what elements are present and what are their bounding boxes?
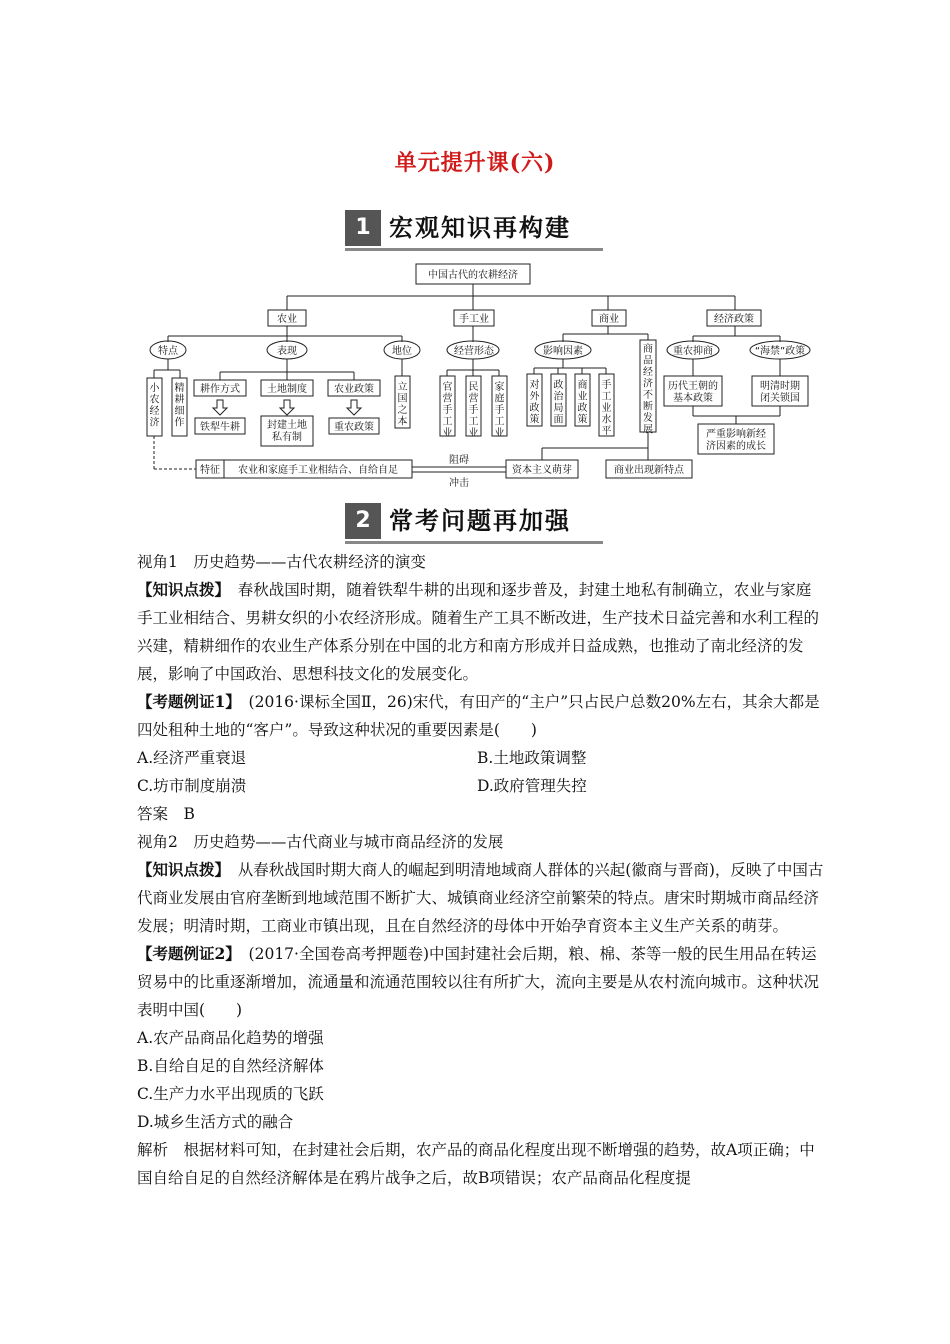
page-title: 单元提升课(六) bbox=[394, 150, 556, 176]
node-status: 地位 bbox=[392, 346, 412, 357]
view2-heading: 视角2 历史趋势——古代商业与城市商品经济的发展 bbox=[137, 833, 504, 851]
node-foreign-policy: 对外政策 bbox=[529, 380, 540, 426]
knowledge-diagram bbox=[140, 262, 820, 494]
question-text: (2017·全国卷高考押题卷)中国封建社会后期，粮、棉、茶等一般的民生用品在转运贸易中的比重逐渐增加，流通量和流通范围较以往有所扩大，流向主要是从农村流向城市。这种状况表明中国( ) bbox=[137, 945, 820, 1019]
knowledge-text: 从春秋战国时期大商人的崛起到明清地域商人群体的兴起(徽商与晋商)，反映了中国古代商业发展由官府垄断到地域范围不断扩大、城镇商业经济空前繁荣的特点。唐宋时期城市商品经济发展；明清时期，工商业市镇出现，且在自然经济的母体中开始孕育资本主义生产关系的萌芽。 bbox=[137, 861, 824, 935]
node-trait: 特征 bbox=[200, 465, 220, 476]
question-tag: 【考题例证2】 bbox=[137, 944, 234, 963]
question-text: (2016·课标全国Ⅱ，26)宋代，有田产的“主户”只占民户总数20%左右，其余大都是四处租种土地的“客户”。导致这种状况的重要因素是( ) bbox=[137, 693, 820, 739]
node-farming-method: 耕作方式 bbox=[200, 384, 240, 395]
node-basic-policy: 历代王朝的基本政策 bbox=[668, 381, 718, 404]
q2-explanation: 解析 根据材料可知，在封建社会后期，农产品的商品化程度出现不断增强的趋势，故A项正确；中国自给自足的自然经济解体是在鸦片战争之后，故B项错误；农产品商品化程度提 bbox=[137, 1141, 815, 1187]
option-d: D.政府管理失控 bbox=[477, 777, 587, 795]
question-tag: 【考题例证1】 bbox=[137, 692, 234, 711]
option-a: A.农产品商品化趋势的增强 bbox=[137, 1029, 324, 1047]
node-agri-priority: 重农政策 bbox=[334, 422, 374, 433]
knowledge-tag: 【知识点拨】 bbox=[137, 860, 223, 879]
node-operation-form: 经营形态 bbox=[454, 346, 494, 357]
q1-options-row-2 bbox=[137, 772, 825, 800]
node-commerce: 商业 bbox=[599, 314, 619, 325]
option-b: B.自给自足的自然经济解体 bbox=[137, 1057, 324, 1075]
section-banner-2 bbox=[345, 503, 603, 539]
knowledge-text: 春秋战国时期，随着铁犁牛耕的出现和逐步普及，封建土地私有制确立，农业与家庭手工业相结合、男耕女织的小农经济形成。随着生产工具不断改进，生产技术日益完善和水利工程的兴建，精耕细作的农业生产体系分别在中国的北方和南方形成并日益成熟，也推动了南北经济的发展，影响了中国政治、思想科技文化的发展变化。 bbox=[137, 581, 820, 683]
section-label: 宏观知识再构建 bbox=[389, 213, 571, 242]
section-banner-1 bbox=[345, 210, 603, 246]
node-features: 特点 bbox=[158, 346, 178, 357]
node-private-craft: 民营手工业 bbox=[468, 382, 479, 439]
node-sea-ban: “海禁”政策 bbox=[754, 346, 806, 357]
q1-options-row-1 bbox=[137, 744, 825, 772]
diagram-root: 中国古代的农耕经济 bbox=[428, 270, 518, 281]
node-capitalism-sprout: 资本主义萌芽 bbox=[512, 465, 572, 476]
option-c: C.生产力水平出现质的飞跃 bbox=[137, 1085, 324, 1103]
knowledge-tag: 【知识点拨】 bbox=[137, 580, 223, 599]
node-agri-first: 重农抑商 bbox=[673, 346, 713, 357]
node-manifestations: 表现 bbox=[277, 346, 297, 357]
node-agriculture: 农业 bbox=[277, 314, 297, 325]
node-influencing-factors: 影响因素 bbox=[543, 346, 583, 357]
question1 bbox=[137, 688, 825, 744]
option-b: B.土地政策调整 bbox=[477, 749, 587, 767]
node-commerce-policy: 商业政策 bbox=[577, 380, 588, 426]
label-impact: 冲击 bbox=[449, 478, 469, 489]
question2 bbox=[137, 940, 825, 1024]
view1-heading: 视角1 历史趋势——古代农耕经济的演变 bbox=[137, 553, 426, 571]
q1-answer: 答案 B bbox=[137, 805, 195, 823]
node-foundation: 立国之本 bbox=[397, 382, 408, 428]
node-craft-level: 手工业水平 bbox=[601, 380, 612, 437]
diagram-svg bbox=[140, 262, 820, 494]
node-land-system: 土地制度 bbox=[267, 384, 307, 395]
node-political-situation: 政治局面 bbox=[553, 380, 564, 426]
node-commerce-new-traits: 商业出现新特点 bbox=[614, 465, 684, 476]
option-a: A.经济严重衰退 bbox=[137, 749, 247, 767]
section-number: 2 bbox=[345, 503, 381, 539]
node-closed-door: 明清时期闭关锁国 bbox=[760, 381, 800, 404]
node-iron-plough: 铁犁牛耕 bbox=[200, 422, 240, 433]
node-agri-policy: 农业政策 bbox=[334, 384, 374, 395]
view1-knowledge bbox=[137, 576, 825, 688]
node-self-sufficient: 农业和家庭手工业相结合、自给自足 bbox=[238, 465, 398, 476]
node-commodity-economy: 商品经济不断发展 bbox=[643, 344, 653, 436]
section-label: 常考问题再加强 bbox=[389, 506, 571, 535]
view2-knowledge bbox=[137, 856, 825, 940]
node-household-craft: 家庭手工业 bbox=[494, 382, 505, 439]
node-intensive-farming: 精耕细作 bbox=[174, 383, 185, 429]
option-d: D.城乡生活方式的融合 bbox=[137, 1113, 294, 1131]
node-small-peasant: 小农经济 bbox=[149, 383, 160, 429]
node-official-craft: 官营手工业 bbox=[442, 382, 453, 439]
main-content bbox=[137, 548, 825, 1192]
banner-underline bbox=[345, 541, 603, 544]
node-economic-policy: 经济政策 bbox=[714, 314, 754, 325]
section-number: 1 bbox=[345, 210, 381, 246]
node-private-land: 封建土地私有制 bbox=[267, 420, 307, 443]
label-hinder: 阻碍 bbox=[449, 455, 469, 466]
node-severe-impact: 严重影响新经济因素的成长 bbox=[706, 429, 766, 452]
banner-underline bbox=[345, 248, 603, 251]
node-handicraft: 手工业 bbox=[459, 314, 489, 325]
option-c: C.坊市制度崩溃 bbox=[137, 777, 247, 795]
